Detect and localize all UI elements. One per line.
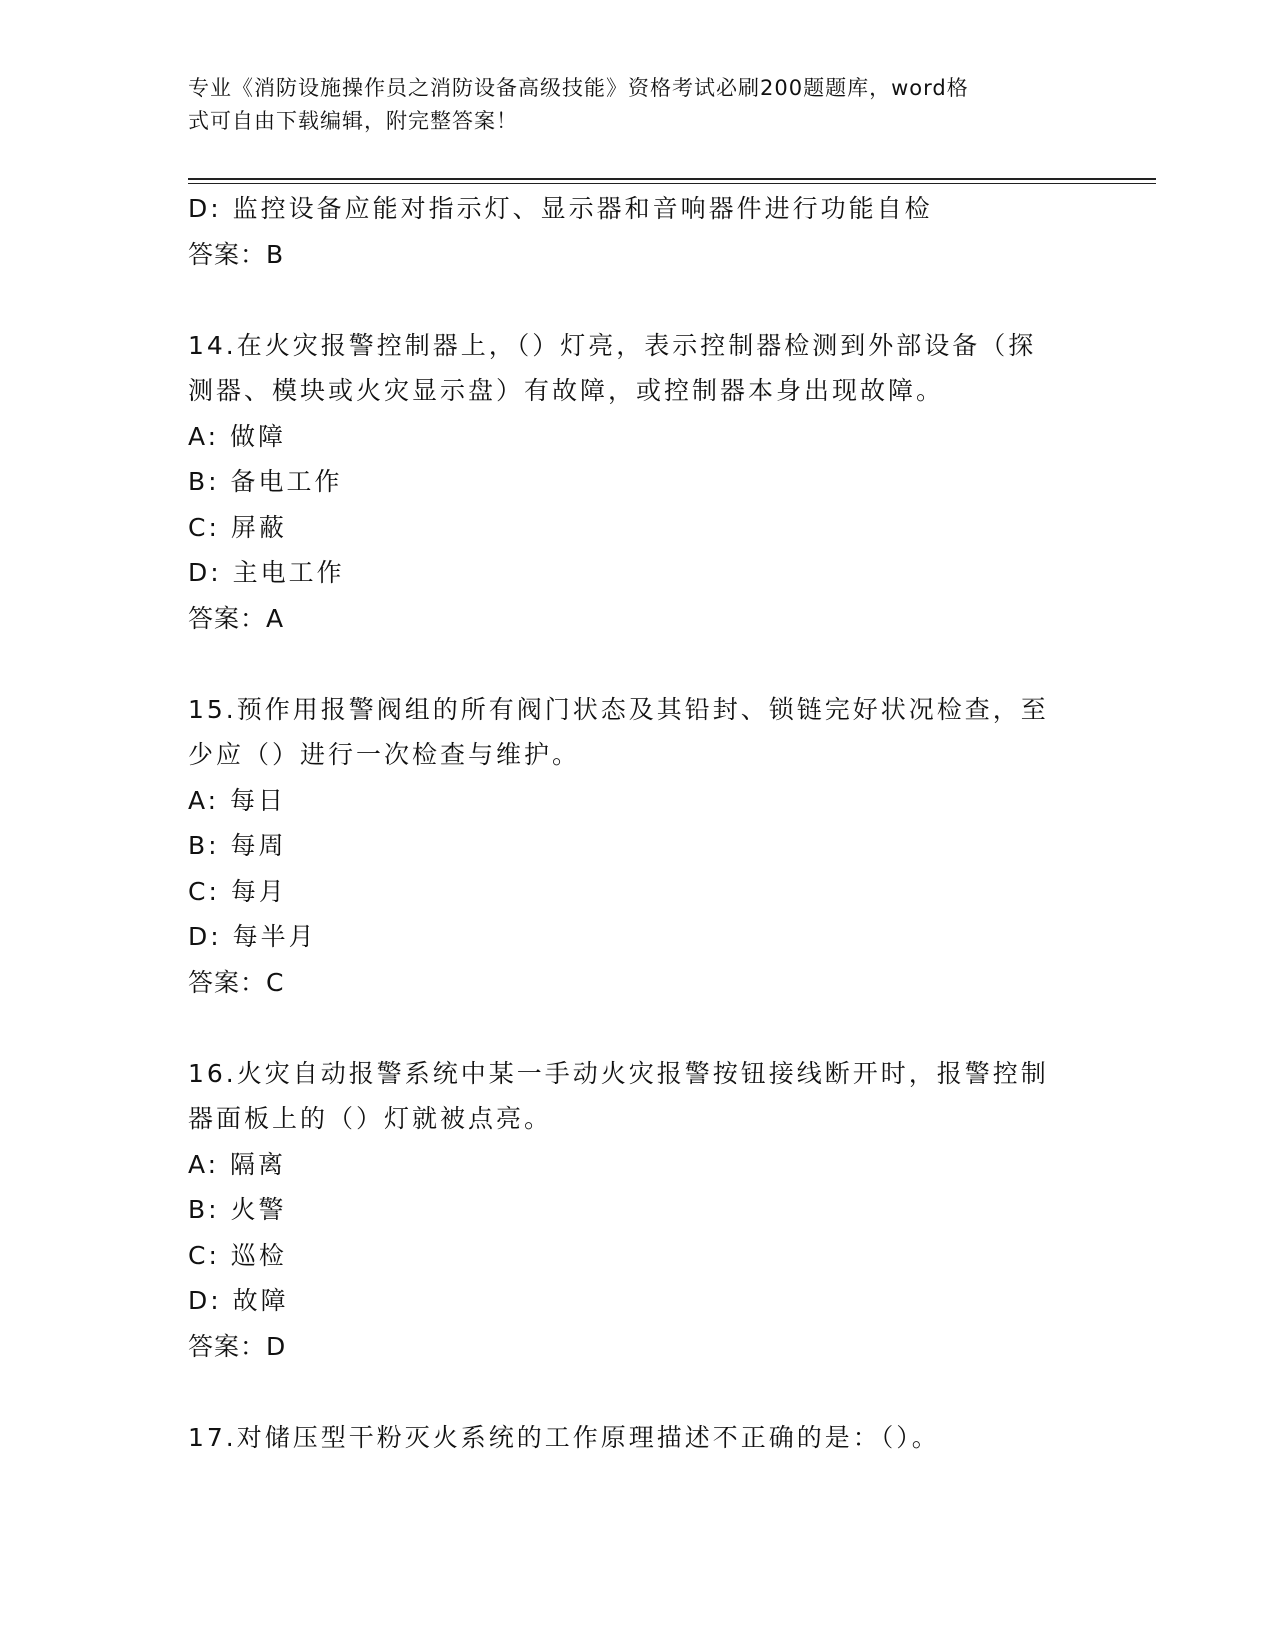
header-divider xyxy=(188,178,1156,184)
answer-line: 答案：D xyxy=(188,1331,287,1361)
question-block xyxy=(188,323,1088,642)
answer-line: 答案：C xyxy=(188,967,285,997)
option-d: D: 每半月 xyxy=(188,922,317,951)
option-d: D: 监控设备应能对指示灯、显示器和音响器件进行功能自检 xyxy=(188,194,933,223)
option-c: C: 屏蔽 xyxy=(188,512,287,542)
question-text-line: 17.对储压型干粉灭火系统的工作原理描述不正确的是：（）。 xyxy=(188,1422,940,1452)
page-header xyxy=(188,72,1068,138)
document-body xyxy=(188,186,1088,1460)
question-text-line: 14.在火灾报警控制器上，（）灯亮，表示控制器检测到外部设备（探 xyxy=(188,330,1037,360)
option-b: B: 火警 xyxy=(188,1195,287,1224)
question-text-line: 测器、模块或火灾显示盘）有故障，或控制器本身出现故障。 xyxy=(188,376,945,405)
option-b: B: 备电工作 xyxy=(188,467,343,496)
option-a: A: 做障 xyxy=(188,421,287,451)
spacer xyxy=(188,1005,1088,1051)
option-d: D: 故障 xyxy=(188,1286,289,1315)
question-text-line: 16.火灾自动报警系统中某一手动火灾报警按钮接线断开时，报警控制 xyxy=(188,1058,1049,1088)
question-text-line: 少应（）进行一次检查与维护。 xyxy=(188,740,581,769)
spacer xyxy=(188,277,1088,323)
option-d: D: 主电工作 xyxy=(188,558,345,587)
header-line-1: 专业《消防设施操作员之消防设备高级技能》资格考试必刷200题题库，word格 xyxy=(188,76,969,100)
option-c: C: 每月 xyxy=(188,876,287,906)
option-b: B: 每周 xyxy=(188,831,287,860)
header-line-2: 式可自由下载编辑，附完整答案！ xyxy=(188,109,518,133)
question-block xyxy=(188,1051,1088,1370)
question-block xyxy=(188,1415,1088,1461)
spacer xyxy=(188,641,1088,687)
option-a: A: 每日 xyxy=(188,785,287,815)
answer-line: 答案：B xyxy=(188,239,285,269)
option-a: A: 隔离 xyxy=(188,1149,287,1179)
question-block xyxy=(188,687,1088,1006)
option-c: C: 巡检 xyxy=(188,1240,287,1270)
question-text-line: 器面板上的（）灯就被点亮。 xyxy=(188,1104,553,1133)
answer-line: 答案：A xyxy=(188,603,285,633)
spacer xyxy=(188,1369,1088,1415)
question-text-line: 15.预作用报警阀组的所有阀门状态及其铅封、锁链完好状况检查，至 xyxy=(188,694,1049,724)
